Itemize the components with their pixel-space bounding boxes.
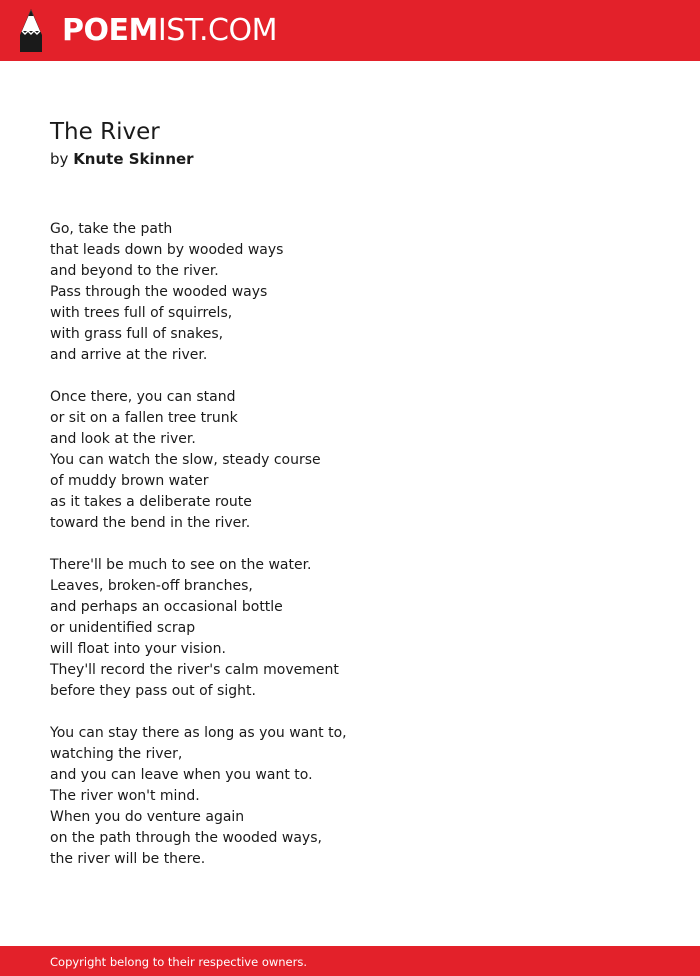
poem-line: before they pass out of sight. (50, 683, 256, 699)
poem-title: The River (50, 119, 160, 145)
poem-line: Once there, you can stand (50, 389, 236, 405)
poem-line: with trees full of squirrels, (50, 305, 233, 321)
poem-line: on the path through the wooded ways, (50, 830, 322, 846)
poem-line: Pass through the wooded ways (50, 284, 268, 300)
poem-line: and you can leave when you want to. (50, 767, 313, 783)
byline-label: by (50, 150, 69, 168)
poem-line: as it takes a deliberate route (50, 494, 252, 510)
poem-stanza (50, 387, 650, 534)
poem-line: or unidentified scrap (50, 620, 196, 636)
poem-line: You can stay there as long as you want to, (50, 725, 347, 741)
poem-line: toward the bend in the river. (50, 515, 251, 531)
byline (50, 149, 194, 169)
poem-stanza (50, 219, 650, 366)
poem-line: The river won't mind. (50, 788, 200, 804)
poem-line: and perhaps an occasional bottle (50, 599, 283, 615)
poem-line: Go, take the path (50, 221, 173, 237)
poem-line: of muddy brown water (50, 473, 209, 489)
pen-nib-icon[interactable] (18, 9, 44, 52)
poem-stanza (50, 723, 650, 870)
poem-line: They'll record the river's calm movement (50, 662, 339, 678)
author-name: Knute Skinner (73, 150, 194, 168)
poem-line: will float into your vision. (50, 641, 226, 657)
poem-line: with grass full of snakes, (50, 326, 224, 342)
poem-stanza (50, 555, 650, 702)
logo-text-light: IST.COM (157, 13, 277, 48)
poem-line: There'll be much to see on the water. (50, 557, 312, 573)
poem-line: that leads down by wooded ways (50, 242, 284, 258)
logo-text-bold: POEM (62, 13, 158, 48)
poem-line: watching the river, (50, 746, 183, 762)
poem-line: and beyond to the river. (50, 263, 219, 279)
poem-body (50, 219, 650, 891)
site-logo[interactable] (62, 12, 277, 50)
site-header (0, 0, 700, 61)
site-footer (0, 946, 700, 976)
poem-line: and arrive at the river. (50, 347, 208, 363)
poem-line: When you do venture again (50, 809, 245, 825)
copyright-notice: Copyright belong to their respective owners. (50, 955, 308, 969)
poem-line: Leaves, broken-off branches, (50, 578, 253, 594)
poem-line: the river will be there. (50, 851, 206, 867)
poem-line: and look at the river. (50, 431, 196, 447)
poem-line: or sit on a fallen tree trunk (50, 410, 238, 426)
poem-line: You can watch the slow, steady course (50, 452, 321, 468)
